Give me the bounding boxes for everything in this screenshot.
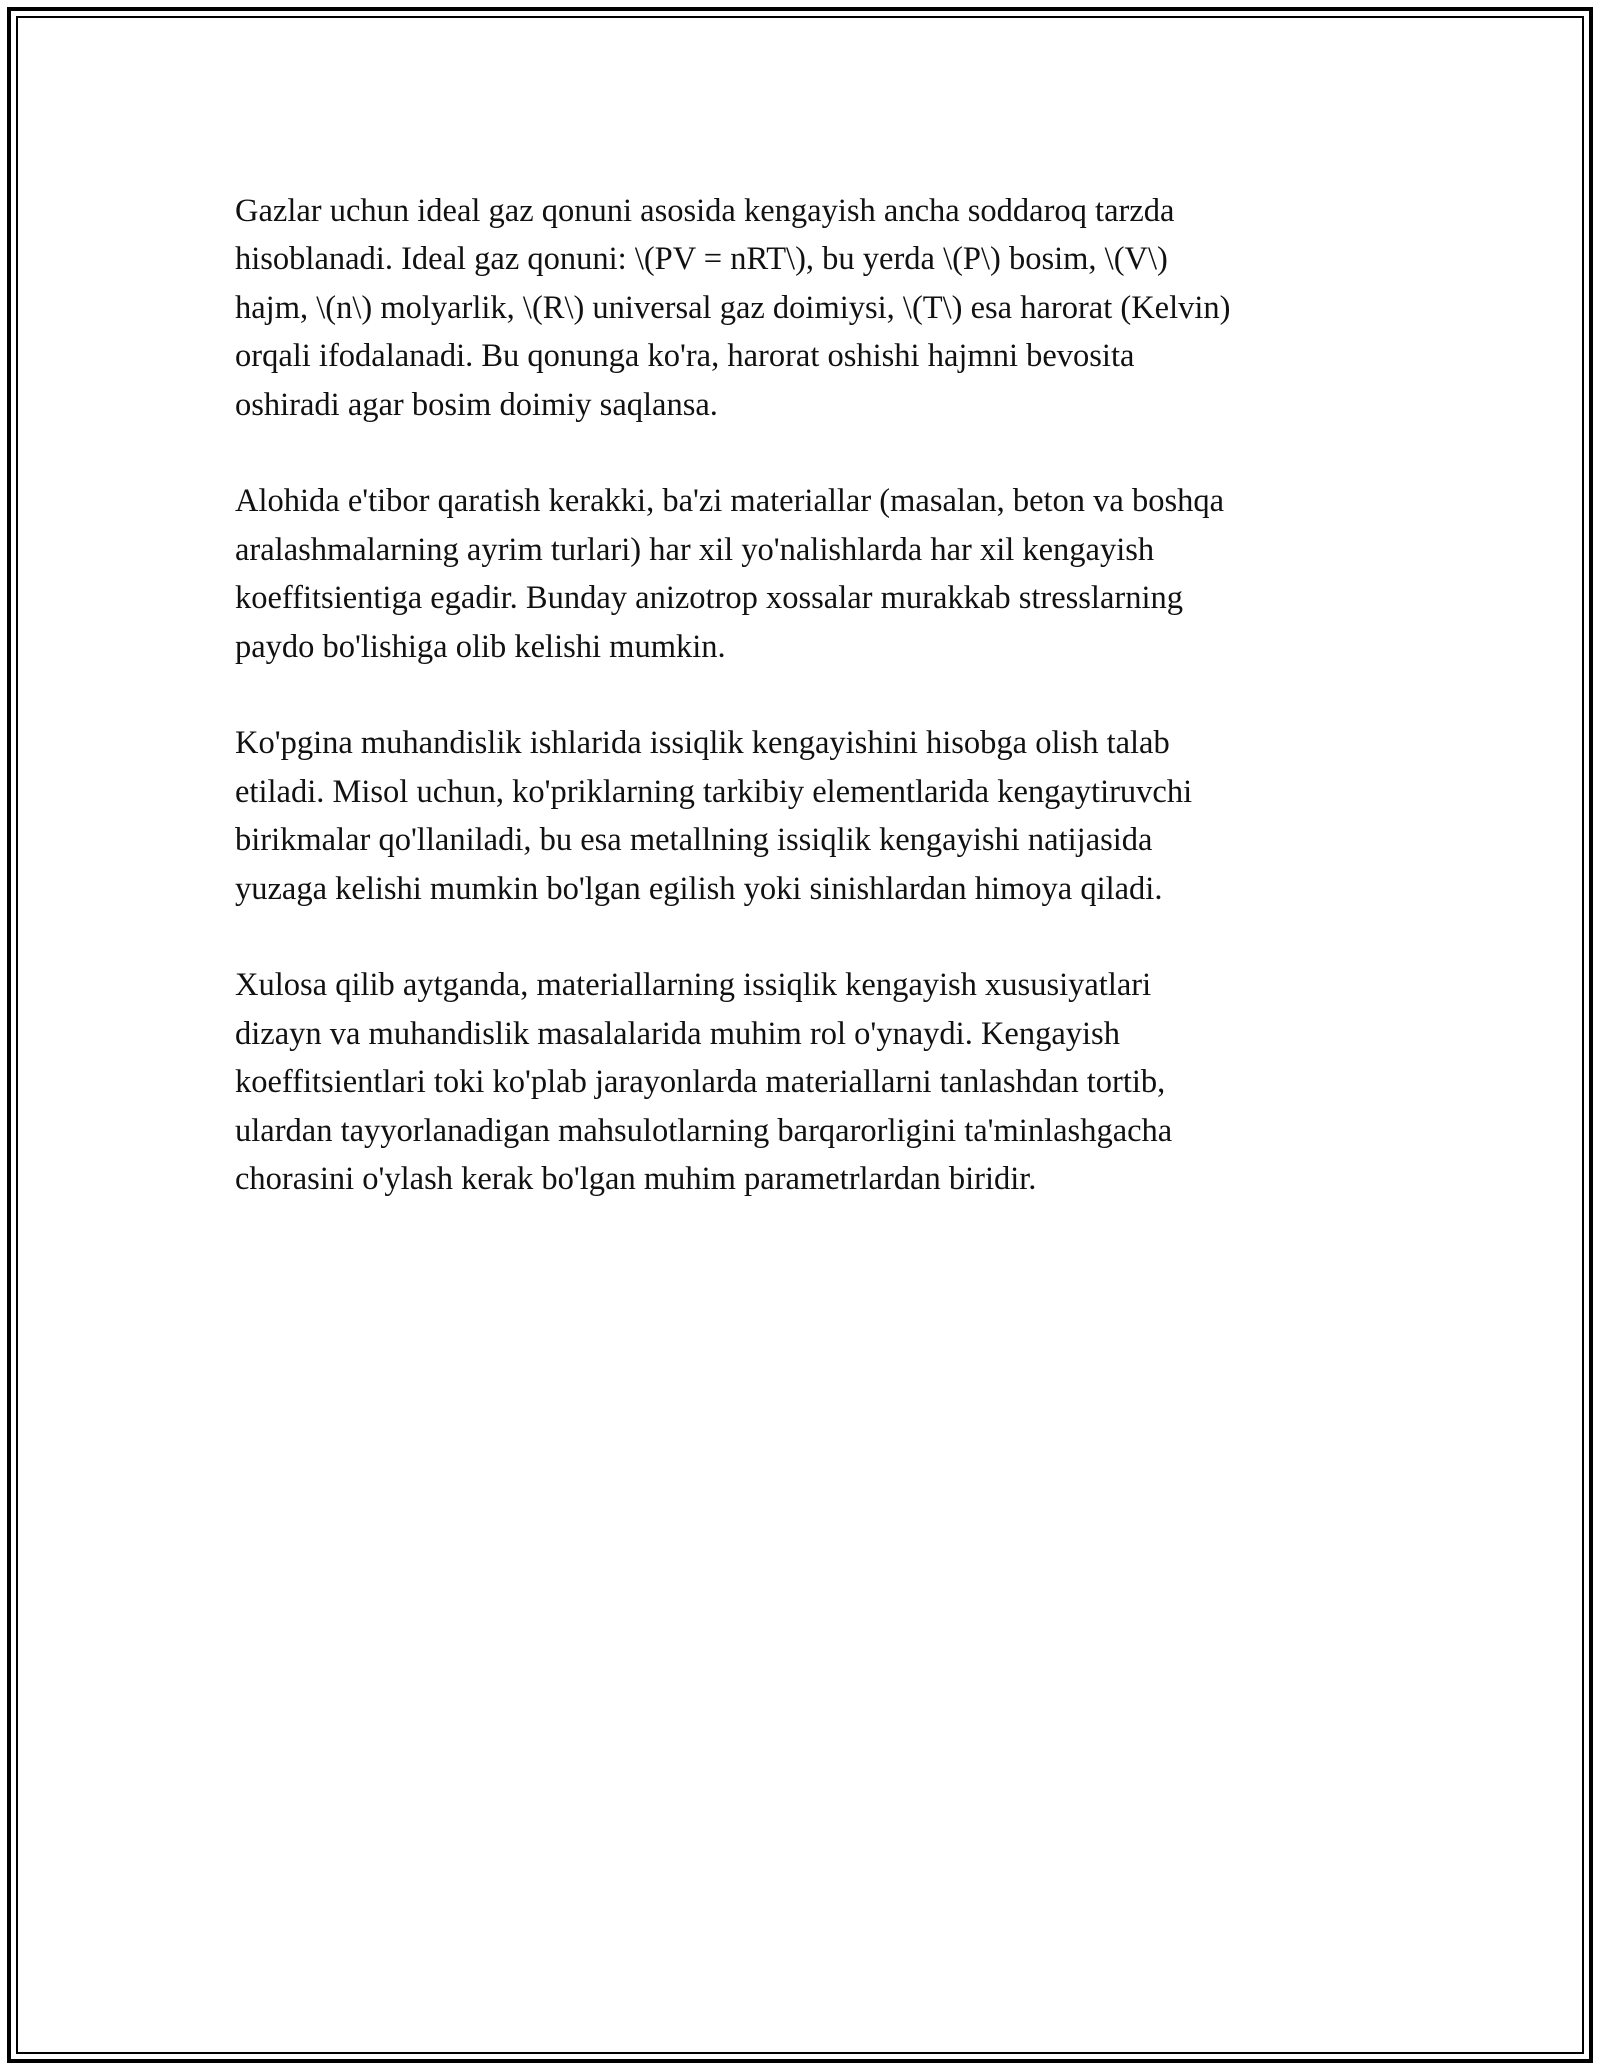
paragraph-anisotropy <box>235 477 1370 671</box>
text-line: hisoblanadi. Ideal gaz qonuni: \(PV = nRT\), bu yerda \(P\) bosim, \(V\) <box>235 241 1168 278</box>
text-line: oshiradi agar bosim doimiy saqlansa. <box>235 386 718 423</box>
text-line: chorasini o'ylash kerak bo'lgan muhim parametrlardan biridir. <box>235 1161 1037 1198</box>
text-line: koeffitsientlari toki ko'plab jarayonlarda materiallarni tanlashdan tortib, <box>235 1064 1166 1101</box>
text-line: Ko'pgina muhandislik ishlarida issiqlik kengayishini hisobga olish talab <box>235 725 1170 762</box>
paragraph-ideal-gas <box>235 187 1370 429</box>
text-line: hajm, \(n\) molyarlik, \(R\) universal gaz doimiysi, \(T\) esa harorat (Kelvin) <box>235 289 1231 326</box>
text-line: aralashmalarning ayrim turlari) har xil yo'nalishlarda har xil kengayish <box>235 531 1155 568</box>
text-line: orqali ifodalanadi. Bu qonunga ko'ra, harorat oshishi hajmni bevosita <box>235 338 1135 375</box>
text-line: etiladi. Misol uchun, ko'priklarning tarkibiy elementlarida kengaytiruvchi <box>235 773 1193 810</box>
text-line: Alohida e'tibor qaratish kerakki, ba'zi materiallar (masalan, beton va boshqa <box>235 483 1225 520</box>
paragraph-conclusion <box>235 961 1370 1203</box>
document-body <box>235 187 1370 1252</box>
text-line: birikmalar qo'llaniladi, bu esa metallning issiqlik kengayishi natijasida <box>235 822 1153 859</box>
text-line: koeffitsientiga egadir. Bunday anizotrop xossalar murakkab stresslarning <box>235 580 1183 617</box>
text-line: paydo bo'lishiga olib kelishi mumkin. <box>235 628 726 665</box>
text-line: Gazlar uchun ideal gaz qonuni asosida kengayish ancha soddaroq tarzda <box>235 193 1175 229</box>
text-line: yuzaga kelishi mumkin bo'lgan egilish yoki sinishlardan himoya qiladi. <box>235 870 1163 907</box>
text-line: dizayn va muhandislik masalalarida muhim rol o'ynaydi. Kengayish <box>235 1015 1120 1052</box>
text-line: Xulosa qilib aytganda, materiallarning issiqlik kengayish xususiyatlari <box>235 967 1152 1004</box>
text-line: ulardan tayyorlanadigan mahsulotlarning barqarorligini ta'minlashgacha <box>235 1112 1173 1149</box>
paragraph-engineering <box>235 719 1370 913</box>
